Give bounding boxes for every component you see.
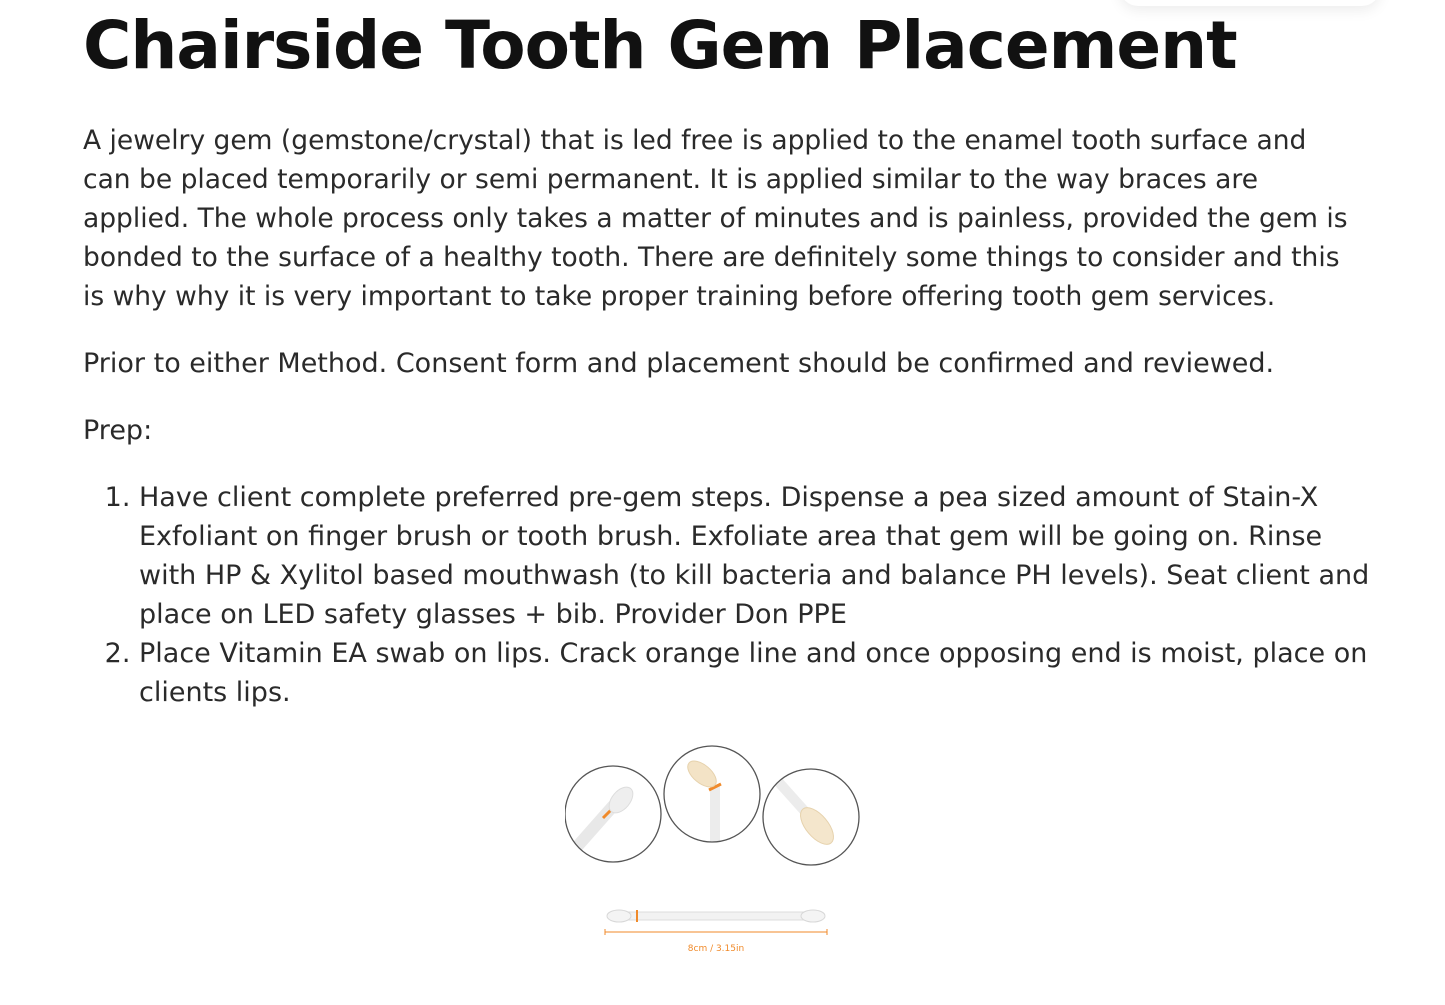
measurement-label: 8cm / 3.15in: [687, 944, 745, 954]
prep-step-1: 1. Have client complete preferred pre-gem steps. Dispense a pea sized amount of Stain-X Exfoliant on finger brush or tooth brush. Exfoliate area that gem will be going on. Rinse with HP & Xylitol based mouthwash (to kill bacteria and balance PH levels). Seat client and place on LED safety glasses + bib. Provider Don PPE: [139, 478, 1373, 634]
prior-note: Prior to either Method. Consent form and placement should be confirmed and reviewed.: [83, 348, 1275, 379]
swab-illustration: [565, 738, 865, 963]
swab-closeup-center: [664, 746, 760, 842]
swab-closeup-right: [763, 769, 859, 865]
prep-label: Prep:: [83, 415, 153, 446]
page-title: Chairside Tooth Gem Placement: [83, 7, 1237, 84]
swab-closeup-left: [565, 766, 661, 862]
prep-step-2: 2. Place Vitamin EA swab on lips. Crack orange line and once opposing end is moist, place on clients lips.: [139, 634, 1373, 712]
intro-paragraph: A jewelry gem (gemstone/crystal) that is led free is applied to the enamel tooth surface and can be placed temporarily or semi permanent. It is applied similar to the way braces are applied. The whole process only takes a matter of minutes and is painless, provided the gem is bonded to the surface of a healthy tooth. There are definitely some things to consider and this is why why it is very important to take proper training before offering tooth gem services.: [83, 125, 1348, 312]
swab-full-view: [605, 910, 827, 935]
prep-steps-list: [83, 478, 1373, 712]
article: [83, 0, 1373, 712]
